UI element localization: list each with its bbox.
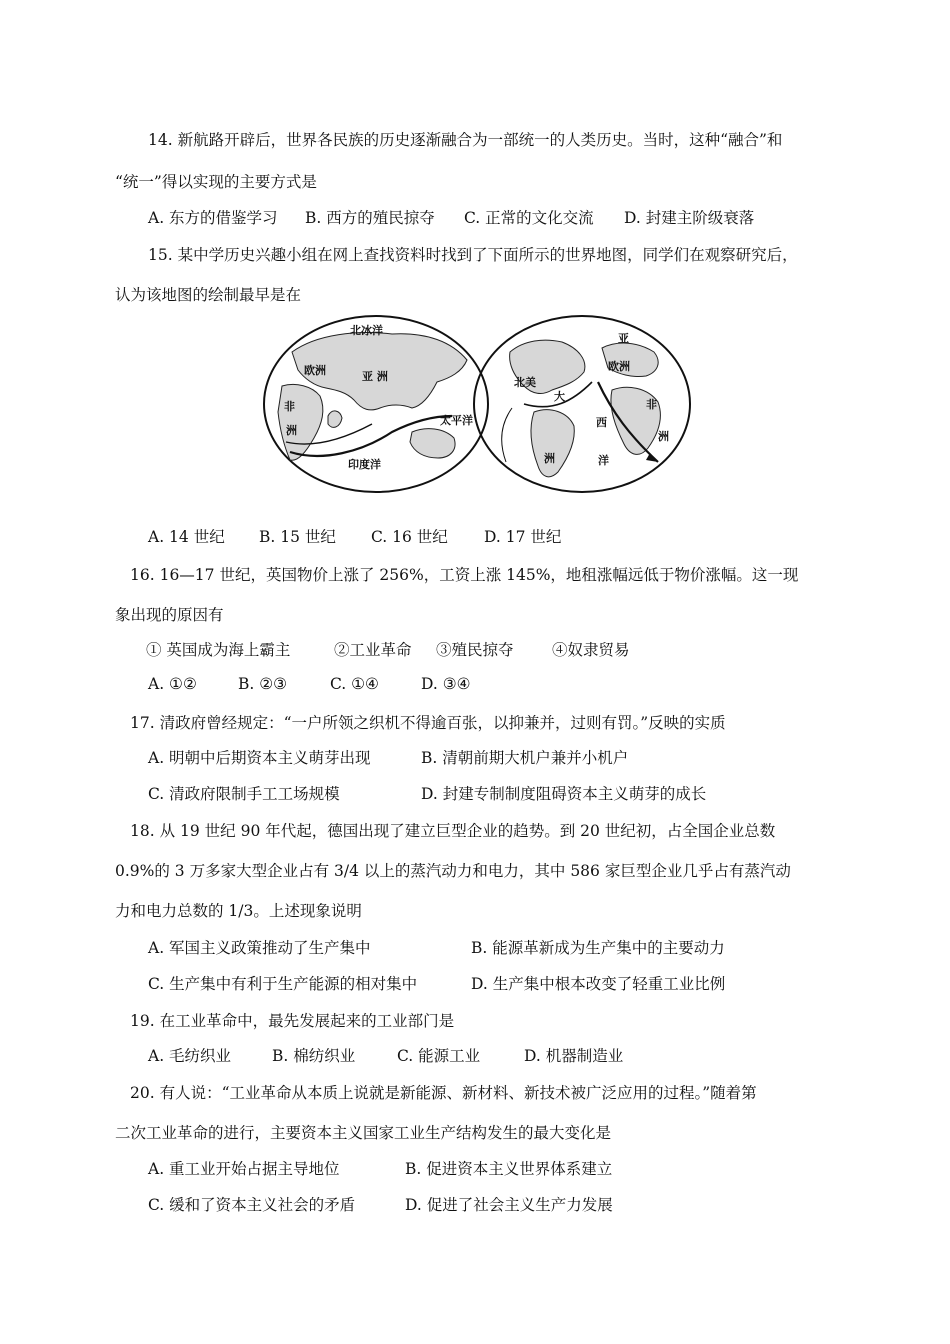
label-australia-left: 洲 [286, 424, 297, 437]
q15-option-a[interactable]: A. 14 世纪 [148, 528, 225, 546]
q14-stem-line1: 14. 新航路开辟后，世界各民族的历史逐渐融合为一部统一的人类历史。当时，这种“融合”和 [148, 131, 783, 149]
q15-option-d[interactable]: D. 17 世纪 [484, 528, 562, 546]
label-pacific: 太平洋 [440, 414, 473, 427]
label-south-america: 洲 [544, 452, 555, 465]
q18-options-row2 [0, 972, 950, 994]
q20-stem-line1: 20. 有人说：“工业革命从本质上说就是新能源、新材料、新技术被广泛应用的过程。”随着第 [130, 1084, 757, 1102]
q14-stem-line2: “统一”得以实现的主要方式是 [115, 173, 317, 191]
q14-option-c[interactable]: C. 正常的文化交流 [464, 209, 594, 227]
label-africa-right: 非 [646, 398, 657, 411]
label-atlantic: 大 [554, 390, 565, 403]
q14-option-a[interactable]: A. 东方的借鉴学习 [148, 209, 278, 227]
q17-options-row1 [0, 746, 950, 768]
q17-option-a[interactable]: A. 明朝中后期资本主义萌芽出现 [148, 749, 371, 767]
q17-option-d[interactable]: D. 封建专制制度阻碍资本主义萌芽的成长 [421, 785, 707, 803]
q14-options [0, 206, 950, 228]
q18-option-b[interactable]: B. 能源革新成为生产集中的主要动力 [471, 939, 725, 957]
q17-option-b[interactable]: B. 清朝前期大机户兼并小机户 [421, 749, 629, 767]
q19-options [0, 1044, 950, 1066]
q18-option-c[interactable]: C. 生产集中有利于生产能源的相对集中 [148, 975, 418, 993]
q16-options [0, 675, 950, 697]
q19-option-b[interactable]: B. 棉纺织业 [272, 1047, 356, 1065]
label-europe-right: 欧洲 [608, 360, 630, 373]
world-map-figure [262, 312, 694, 497]
africa-left-landmass [278, 384, 323, 460]
label-ocean: 洋 [598, 454, 609, 467]
q14-option-d[interactable]: D. 封建主阶级衰落 [624, 209, 755, 227]
q16-stem-line1: 16. 16—17 世纪，英国物价上涨了 256%，工资上涨 145%，地租涨幅远低于物价涨幅。这一现 [130, 566, 799, 584]
q16-option-d[interactable]: D. ③④ [421, 675, 471, 693]
label-asia: 亚 洲 [362, 370, 388, 383]
q18-options-row1 [0, 936, 950, 958]
south-america-landmass [531, 410, 574, 477]
label-indian-ocean: 印度洋 [348, 458, 381, 471]
q18-stem-line1: 18. 从 19 世纪 90 年代起，德国出现了建立巨型企业的趋势。到 20 世纪初，占全国企业总数 [130, 822, 776, 840]
q17-options-row2 [0, 782, 950, 804]
label-africa-left: 非 [284, 400, 295, 413]
q19-option-a[interactable]: A. 毛纺织业 [148, 1047, 232, 1065]
q16-item-3: ③殖民掠夺 [436, 641, 514, 659]
q19-option-d[interactable]: D. 机器制造业 [524, 1047, 624, 1065]
label-west: 西 [596, 416, 607, 429]
route-arrow-icon [646, 453, 658, 462]
q15-stem-line1: 15. 某中学历史兴趣小组在网上查找资料时找到了下面所示的世界地图，同学们在观察研究后， [148, 246, 798, 264]
q16-item-2: ②工业革命 [334, 641, 412, 659]
q16-option-b[interactable]: B. ②③ [238, 675, 288, 693]
q17-stem-line1: 17. 清政府曾经规定：“一户所领之织机不得逾百张，以抑兼并，过则有罚。”反映的实质 [130, 714, 726, 732]
q20-option-d[interactable]: D. 促进了社会主义生产力发展 [405, 1196, 613, 1214]
label-europe-left: 欧洲 [304, 364, 326, 377]
q20-option-c[interactable]: C. 缓和了资本主义社会的矛盾 [148, 1196, 356, 1214]
label-continent-right: 洲 [658, 430, 669, 443]
meridian-line [502, 408, 512, 462]
q16-option-a[interactable]: A. ①② [148, 675, 197, 693]
q15-stem-line2: 认为该地图的绘制最早是在 [115, 286, 302, 304]
label-arctic: 北冰洋 [350, 324, 383, 337]
australia-landmass [410, 429, 455, 458]
q19-stem-line1: 19. 在工业革命中，最先发展起来的工业部门是 [130, 1012, 455, 1030]
q16-items [0, 638, 950, 660]
q15-option-c[interactable]: C. 16 世纪 [371, 528, 448, 546]
q15-options [0, 525, 950, 547]
q15-option-b[interactable]: B. 15 世纪 [259, 528, 336, 546]
q20-option-a[interactable]: A. 重工业开始占据主导地位 [148, 1160, 340, 1178]
q20-option-b[interactable]: B. 促进资本主义世界体系建立 [405, 1160, 613, 1178]
india-landmass [328, 411, 342, 427]
q17-option-c[interactable]: C. 清政府限制手工工场规模 [148, 785, 340, 803]
q20-options-row1 [0, 1157, 950, 1179]
q18-stem-line2: 0.9%的 3 万多家大型企业占有 3/4 以上的蒸汽动力和电力，其中 586 家巨型企业几乎占有蒸汽动 [115, 862, 791, 880]
label-north-america: 北美 [514, 376, 536, 389]
q20-options-row2 [0, 1193, 950, 1215]
q14-option-b[interactable]: B. 西方的殖民掠夺 [305, 209, 435, 227]
q16-option-c[interactable]: C. ①④ [330, 675, 379, 693]
q16-stem-line2: 象出现的原因有 [115, 606, 224, 624]
q18-stem-line3: 力和电力总数的 1/3。上述现象说明 [115, 902, 362, 920]
label-asia-right: 亚 [618, 332, 629, 345]
q18-option-d[interactable]: D. 生产集中根本改变了轻重工业比例 [471, 975, 726, 993]
q19-option-c[interactable]: C. 能源工业 [397, 1047, 481, 1065]
q18-option-a[interactable]: A. 军国主义政策推动了生产集中 [148, 939, 371, 957]
q20-stem-line2: 二次工业革命的进行，主要资本主义国家工业生产结构发生的最大变化是 [115, 1124, 612, 1142]
q16-item-4: ④奴隶贸易 [552, 641, 630, 659]
q16-item-1: ① 英国成为海上霸主 [146, 641, 291, 659]
